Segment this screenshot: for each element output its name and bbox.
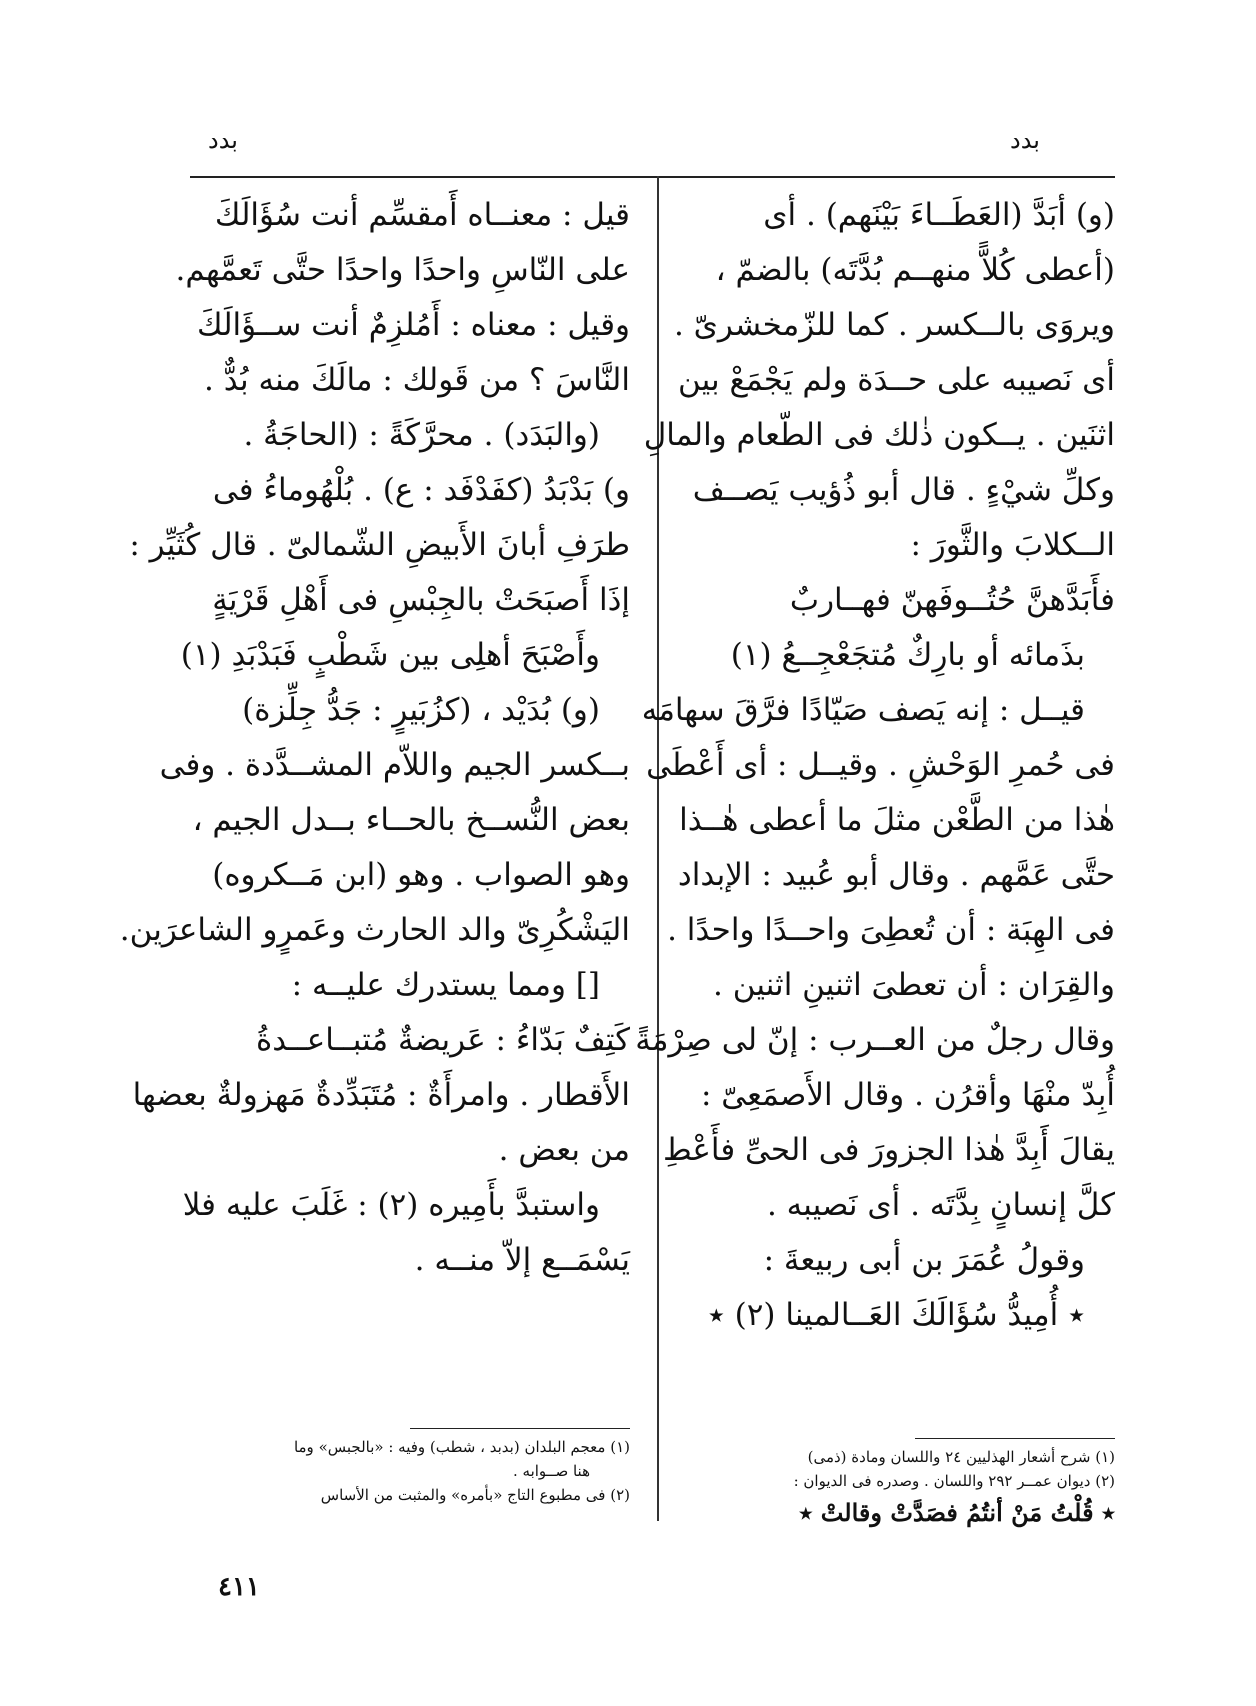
text-line: أُبِدّ منْهَا وأقرُن . وقال الأَصمَعِىّ : (701, 1077, 1115, 1113)
footnote: (٢) فى مطبوع التاج «بأمره» والمثبت من الأساس (320, 1486, 630, 1504)
footnotes-left (190, 1435, 630, 1507)
text-line: من بعض . (498, 1132, 630, 1168)
text-line: فى حُمرِ الوَحْشِ . وقيــل : أى أَعْطَى (646, 747, 1115, 783)
text-line: والقِرَان : أن تعطىَ اثنينِ اثنين . (713, 967, 1115, 1003)
text-line: وهو الصواب . وهو (ابن مَــكروه) (212, 857, 630, 893)
text-line: (و) بُدَيْد ، (كزُبَيرٍ : جَدُّ جِلِّزة) (242, 692, 600, 728)
text-line: وكلِّ شيْءٍ . قال أبو ذُؤيب يَصــف (692, 472, 1115, 508)
text-line: يقالَ أَبِدَّ هٰذا الجزورَ فى الحىِّ فأَعْطِ (662, 1132, 1115, 1168)
right-column (635, 188, 1115, 1343)
verse-line: فأَبَدَّهنَّ حُتُــوفَهنّ فهــاربٌ (789, 582, 1115, 618)
text-line: الأَقطار . وامرأَةٌ : مُتَبَدِّدةٌ مَهزولةٌ بعضها (132, 1077, 630, 1113)
footnote: (١) شرح أشعار الهذليين ٢٤ واللسان ومادة (ذمى) (807, 1448, 1115, 1466)
text-line: (والبَدَد) . محرَّكَةً : (الحاجَةُ . (243, 417, 600, 453)
text-line: حتَّى عَمَّهم . وقال أبو عُبيد : الإبداد (677, 857, 1115, 893)
verse-line: بذَمائه أو بارِكٌ مُتجَعْجِــعُ (١) (730, 637, 1085, 673)
text-line: واستبدَّ بأَمِيره (٢) : غَلَبَ عليه فلا (182, 1187, 600, 1223)
footnote-verse: ٭ قُلْتُ مَنْ أنتُمُ فصَدَّتْ وقالتْ ٭ (799, 1498, 1115, 1527)
text-line: (و) أبَدَّ (العَطَــاءَ بَيْنَهم) . أى (763, 197, 1115, 233)
footnote-rule-right (915, 1438, 1115, 1439)
text-line: كَتِفٌ بَدّاءُ : عَريضةٌ مُتبــاعــدةُ (256, 1022, 630, 1058)
text-line: على النّاسِ واحدًا واحدًا حتَّى تَعمَّهم. (175, 252, 630, 288)
left-column (119, 188, 630, 1288)
text-line: النَّاسَ ؟ من قَولك : مالَكَ منه بُدٌّ . (204, 362, 630, 398)
page-number: ٤١١ (218, 1572, 260, 1602)
text-line: بعض النُّســخ بالحــاء بــدل الجيم ، (192, 802, 630, 838)
running-head-left: بدد (208, 126, 238, 154)
text-line: فى الهِبَة : أن تُعطِىَ واحــدًا واحدًا . (667, 912, 1115, 948)
text-line: اثنَين . يــكون ذٰلك فى الطّعام والمالِ (643, 417, 1115, 453)
text-line: [] ومما يستدرك عليــه : (291, 967, 600, 1003)
text-line: بــكسر الجيم واللاّم المشــدَّدة . وفى (159, 747, 630, 783)
text-line: وقولُ عُمَرَ بن أبى ربيعةَ : (763, 1242, 1085, 1278)
text-line: (أعطى كُلاًّ منهــم بُدَّتَه) بالضمّ ، (715, 252, 1115, 288)
text-line: وقال رجلٌ من العــرب : إنّ لى صِرْمَةً (635, 1022, 1115, 1058)
footnotes-right (685, 1445, 1115, 1493)
text-line: وقيل : معناه : أَمُلزِمٌ أنت ســؤَالَكَ (196, 307, 630, 343)
footnote-rule-left (410, 1428, 630, 1429)
text-line: الــكلابَ والثَّورَ : (910, 527, 1115, 563)
text-line: كلَّ إنسانٍ بِدَّتَه . أى نَصيبه . (766, 1187, 1115, 1223)
header-rule (190, 176, 1115, 178)
text-line: يَسْمَــع إلاّ منــه . (414, 1242, 630, 1278)
text-line: اليَشْكُرِىّ والد الحارث وعَمرٍو الشاعرَين. (119, 912, 630, 948)
verse-line: ٭ أُمِيدُّ سُؤَالَكَ العَــالمينا (٢) ٭ (707, 1297, 1085, 1333)
text-line: قيل : معنــاه أَمقسِّم أنت سُؤَالَكَ (214, 197, 630, 233)
text-line: طرَفِ أبانَ الأَبيضِ الشّمالىّ . قال كُثَيِّر : (129, 527, 630, 563)
text-line: هٰذا من الطَّعْن مثلَ ما أعطى هٰــذا (679, 802, 1115, 838)
running-head-right: بدد (1010, 126, 1040, 154)
verse-line: وأَصْبَحَ أهلِى بين شَطْبٍ فَبَدْبَدِ (١) (180, 637, 600, 673)
footnote: (٢) ديوان عمــر ٢٩٢ واللسان . وصدره فى الديوان : (793, 1472, 1115, 1490)
text-line: ويروَى بالــكسر . كما للزّمخشرىّ . (673, 307, 1115, 343)
text-line: قيــل : إنه يَصف صَيّادًا فرَّقَ سهامَه (641, 692, 1085, 728)
text-line: أى نَصيبه على حــدَة ولم يَجْمَعْ بين (678, 362, 1115, 398)
column-divider (657, 176, 659, 1521)
footnote: (١) معجم البلدان (بدبد ، شطب) وفيه : «بالجبس» وما (293, 1438, 630, 1456)
footnote: هنا صــوابه . (513, 1462, 590, 1480)
text-line: و) بَدْبَدُ (كفَدْفَد : ع) . بُلْهُوماءُ فى (212, 472, 630, 508)
verse-line: إذَا أَصبَحَتْ بالجِبْسِ فى أَهْلِ قَرْيَةٍ (212, 582, 630, 618)
